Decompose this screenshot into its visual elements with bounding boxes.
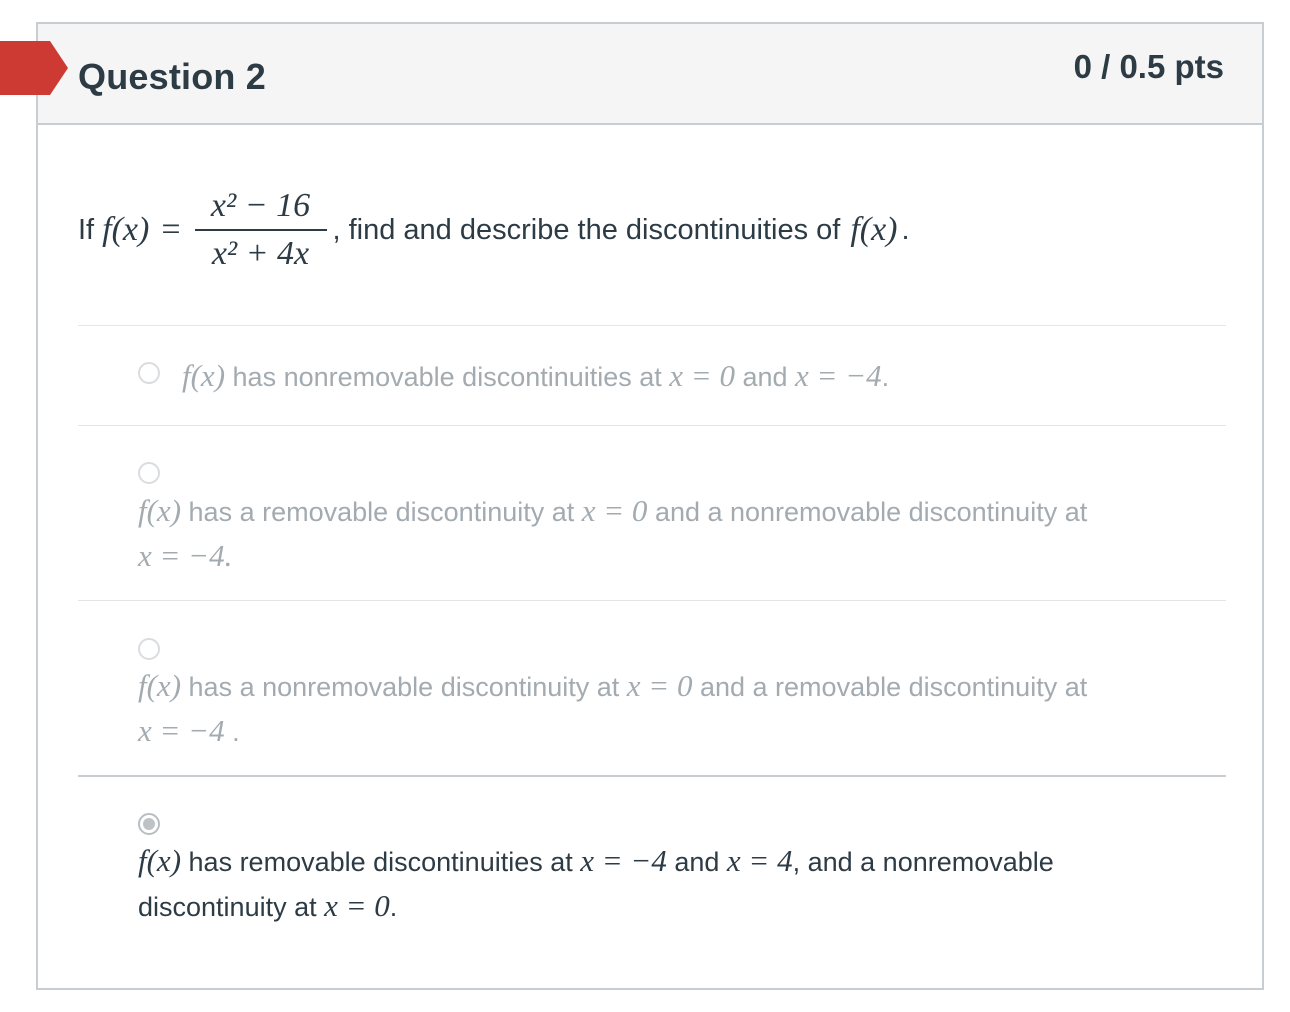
option-4-end: . [389,892,398,922]
option-1-math-a: x = 0 [669,358,735,393]
option-4-text-d: discontinuity at [138,892,325,922]
prompt-tail: , find and describe the discontinuities of [332,213,841,246]
flag-icon [0,41,68,95]
option-2-text-a: has a removable discontinuity at [181,497,582,527]
answer-radio-2[interactable] [138,462,160,484]
divider [78,425,1226,426]
option-4-text-c: , and a nonremovable [792,847,1054,877]
option-1-text-b: and [734,362,796,392]
option-1-math-b: x = −4 [795,358,882,393]
fraction-bar [195,229,327,231]
option-2-line-2 [138,534,1087,579]
answer-radio-3[interactable] [138,638,160,660]
option-4-math-c: x = 0 [324,888,390,923]
option-3-math-b: x = −4 [138,713,225,748]
question-points: 0 / 0.5 pts [1073,48,1224,85]
fraction-denominator: x² + 4x [211,235,310,272]
answer-option-2[interactable] [138,489,1087,579]
option-3-math-a: x = 0 [626,668,693,703]
prompt-period: . [901,213,910,246]
answer-option-4[interactable] [138,839,1054,929]
option-4-text-b: and [666,847,727,877]
question-title: Question 2 [78,56,267,97]
divider [78,325,1226,326]
fraction-numerator: x² − 16 [210,187,311,224]
prompt-equals: = [161,211,181,248]
option-3-text-b: and a removable discontinuity at [692,672,1088,702]
option-4-line-1 [138,839,1054,884]
option-4-text-a: has removable discontinuities at [181,847,581,877]
option-3-line-1 [138,664,1087,709]
option-2-text-b: and a nonremovable discontinuity at [647,497,1088,527]
option-3-text-a: has a nonremovable discontinuity at [181,672,627,702]
question-prompt [78,180,910,280]
answer-radio-1[interactable] [138,362,160,384]
answer-option-1[interactable] [182,354,889,399]
option-4-math-b: x = 4 [726,843,793,878]
option-4-math-a: x = −4 [580,843,667,878]
option-2-math-b: x = −4. [138,538,233,573]
prompt-fraction [195,186,327,274]
option-4-fx: f(x) [138,843,182,878]
option-1-fx: f(x) [182,358,226,393]
option-2-fx: f(x) [138,493,182,528]
option-3-line-2 [138,709,1087,754]
answer-radio-4-selected[interactable] [138,813,160,835]
divider [78,600,1226,601]
option-3-fx: f(x) [138,668,182,703]
option-1-text-a: has nonremovable discontinuities at [225,362,670,392]
option-4-line-2 [138,884,1054,929]
option-2-line-1 [138,489,1087,534]
divider [78,775,1226,777]
prompt-lead: If [78,213,95,246]
prompt-function: f(x) [102,211,150,248]
answer-option-3[interactable] [138,664,1087,754]
option-3-end: . [224,717,240,747]
option-1-end: . [881,362,890,392]
prompt-function-end: f(x) [850,211,898,248]
option-2-math-a: x = 0 [581,493,648,528]
